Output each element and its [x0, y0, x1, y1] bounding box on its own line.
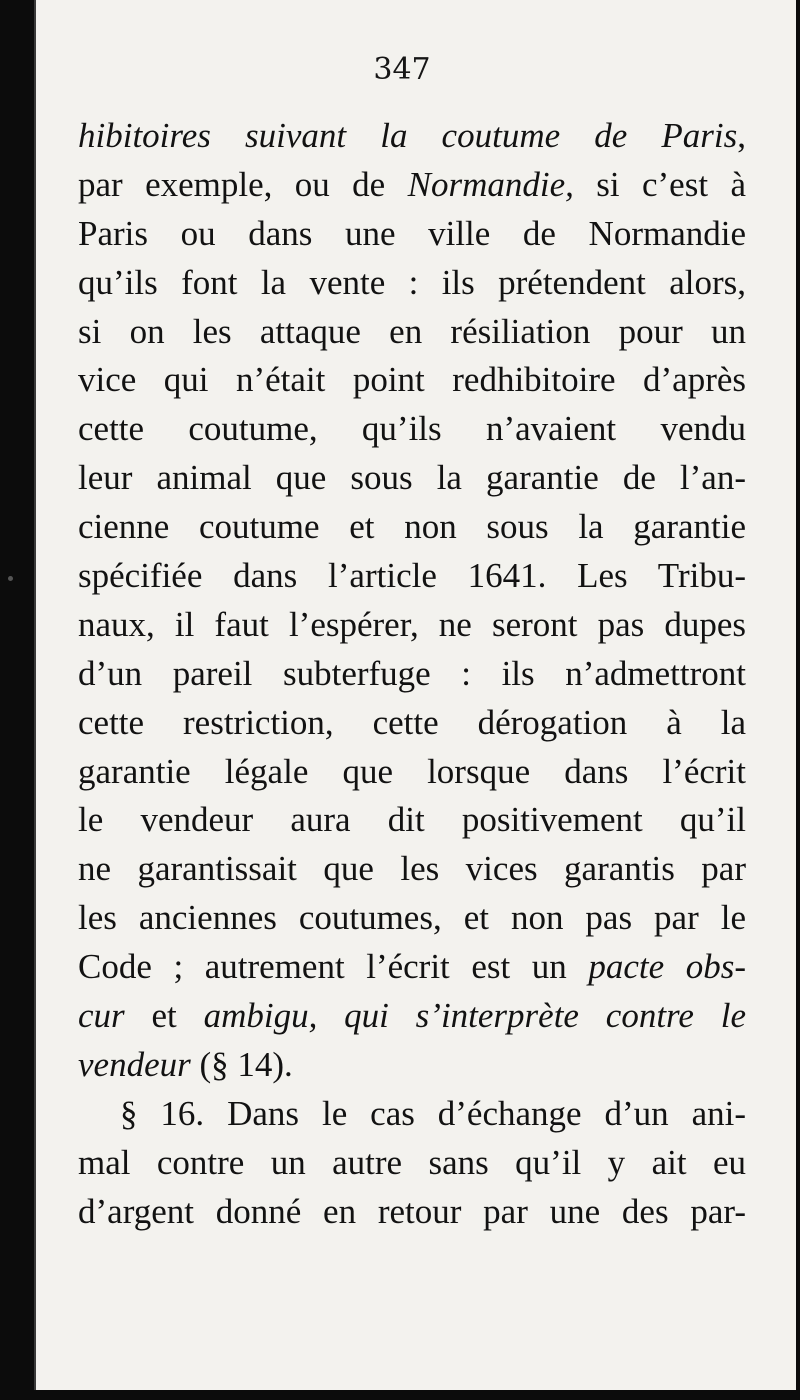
- book-page: [34, 0, 796, 1390]
- text-line: d’argent donné en retour par une des par-: [78, 1191, 746, 1231]
- text-line: d’un pareil subterfuge : ils n’admettront: [78, 653, 746, 693]
- text-line: cienne coutume et non sous la garantie: [78, 507, 746, 547]
- text-line: qu’ils font la vente : ils prétendent alors,: [78, 262, 746, 302]
- text-line: cur et ambigu, qui s’interprète contre le: [78, 996, 746, 1036]
- text-line: cette coutume, qu’ils n’avaient vendu: [78, 409, 746, 449]
- text-line: mal contre un autre sans qu’il y ait eu: [78, 1142, 746, 1182]
- text-line: spécifiée dans l’article 1641. Les Tribu-: [78, 556, 746, 596]
- text-line: naux, il faut l’espérer, ne seront pas dupes: [78, 604, 746, 644]
- body-text: [78, 112, 746, 1236]
- text-line: par exemple, ou de Normandie, si c’est à: [78, 164, 746, 204]
- text-line: vice qui n’était point redhibitoire d’après: [78, 360, 746, 400]
- paragraph-start-line: § 16. Dans le cas d’échange d’un ani-: [120, 1093, 746, 1133]
- text-line: vendeur (§ 14).: [78, 1044, 293, 1084]
- text-line: garantie légale que lorsque dans l’écrit: [78, 751, 746, 791]
- text-line: leur animal que sous la garantie de l’an-: [78, 458, 746, 498]
- text-line: ne garantissait que les vices garantis par: [78, 849, 746, 889]
- text-line: Code ; autrement l’écrit est un pacte obs-: [78, 947, 746, 987]
- text-line: les anciennes coutumes, et non pas par le: [78, 898, 746, 938]
- text-line: le vendeur aura dit positivement qu’il: [78, 800, 746, 840]
- text-line: hibitoires suivant la coutume de Paris,: [78, 116, 746, 155]
- text-line: cette restriction, cette dérogation à la: [78, 702, 746, 742]
- text-line: Paris ou dans une ville de Normandie: [78, 213, 746, 253]
- text-line: si on les attaque en résiliation pour un: [78, 311, 746, 351]
- margin-dot: [8, 576, 13, 581]
- page-number: 347: [373, 52, 431, 87]
